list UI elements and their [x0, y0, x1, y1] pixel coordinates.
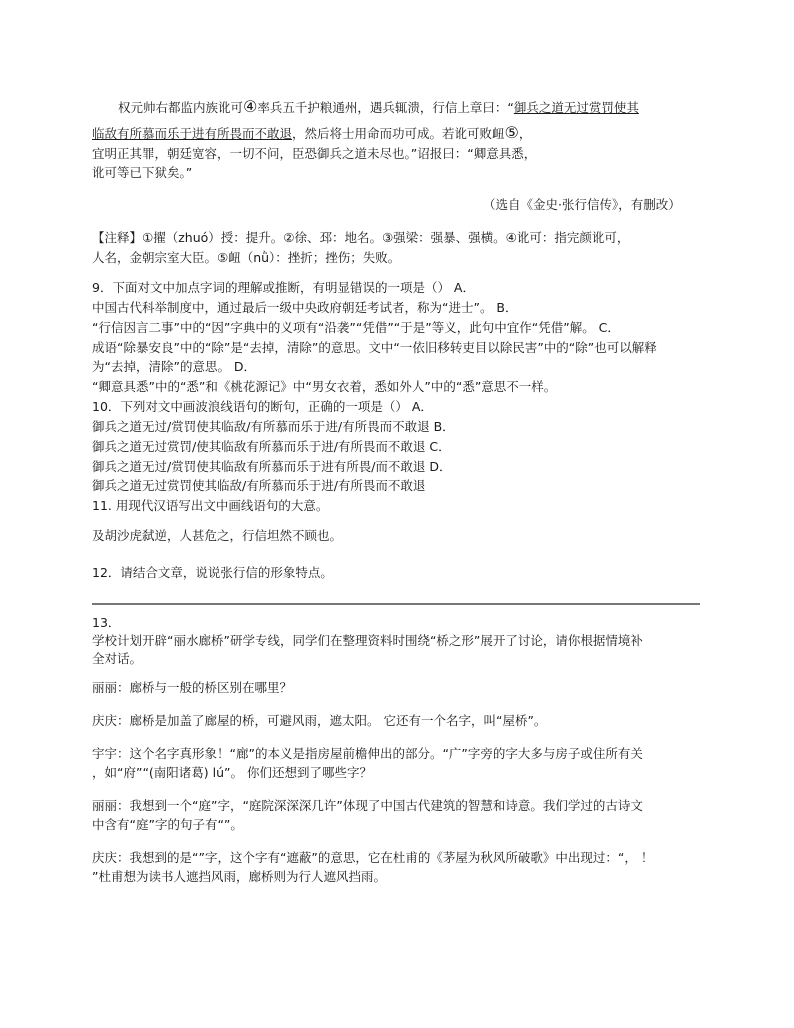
q9-option-b: “行信因言二事”中的“因”字典中的义项有“沿袭”“凭借”“于是”等义，此句中宜作“凭借”解。 C．	[92, 320, 620, 335]
underlined-sentence: 御兵之道无过赏罚使其	[513, 100, 639, 115]
q9-option-d: “卿意具悉”中的“悉”和《桃花源记》中“男女衣着，悉如外人”中的“悉”意思不一样。	[92, 379, 557, 394]
passage-text: ，	[518, 126, 532, 141]
q13-dialogue-5b: ”杜甫想为读书人遮挡风雨，廊桥则为行人遮风挡雨。	[92, 869, 386, 884]
passage-line-1	[118, 98, 639, 117]
q13-dialogue-4b: 中含有“庭”字的句子有“”。	[92, 817, 243, 832]
q10-option-c: 御兵之道无过/赏罚使其临敌有所慕而乐于进有所畏/而不敢退 D．	[92, 459, 452, 474]
q9-option-c-1: 成语“除暴安良”中的“除”是“去掉，清除”的意思。文中“一依旧移转吏目以除民害”中的“除”也可以解释	[92, 340, 657, 355]
notes-line-1: 【注释】①擢（zhuó）授：提升。②徐、邳：地名。③强梁：强暴、强横。④讹可：指完颜讹可，	[92, 230, 630, 245]
q10-option-b: 御兵之道无过赏罚/使其临敌有所慕而乐于进/有所畏而不敢退 C．	[92, 439, 451, 454]
passage-line-4: 讹可等已下狱矣。”	[92, 165, 193, 180]
passage-text: 率兵五千护粮通州，遇兵辄溃，行信上章曰：“	[257, 100, 514, 115]
q13-intro-1: 学校计划开辟“丽水廊桥”研学专线，同学们在整理资料时围绕“桥之形”展开了讨论，请你根据情境补	[92, 633, 643, 648]
note-marker-4: ④	[243, 97, 258, 116]
q10-stem: 10．下列对文中画波浪线语句的断句，正确的一项是（） A．	[92, 399, 433, 414]
notes-line-2: 人名，金朝宗室大臣。⑤衄（nǜ）：挫折；挫伤；失败。	[92, 250, 401, 265]
note-marker-5: ⑤	[504, 123, 519, 142]
q9-stem: 9．下面对文中加点字词的理解或推断，有明显错误的一项是（） A．	[92, 280, 475, 295]
q13-dialogue-1: 丽丽：廊桥与一般的桥区别在哪里？	[92, 680, 293, 695]
passage-text: 权元帅右都监内族讹可	[118, 100, 244, 115]
passage-text: ，然后将士用命而功可成。若讹可败衄	[292, 126, 505, 141]
passage-source: （选自《金史·张行信传》，有删改）	[483, 197, 681, 212]
passage-line-3: 宜明正其罪，朝廷宽容，一切不问，臣恐御兵之道未尽也。”诏报曰：“卿意具悉，	[92, 146, 537, 161]
q13-number: 13．	[92, 615, 121, 630]
underlined-sentence: 临敌有所慕而乐于进有所畏而不敢退	[92, 126, 293, 141]
q11-stem: 11. 用现代汉语写出文中画线语句的大意。	[92, 498, 329, 513]
q13-dialogue-5a: 庆庆：我想到的是“”字，这个字有“遮蔽”的意思，它在杜甫的《茅屋为秋风所破歌》中出现过：“， ！	[92, 850, 654, 865]
q10-option-d: 御兵之道无过赏罚使其临敌/有所慕而乐于进/有所畏而不敢退	[92, 478, 426, 493]
passage-line-2	[92, 124, 531, 143]
q9-option-c-2: 为“去掉，清除”的意思。 D．	[92, 359, 257, 374]
q12-stem: 12．请结合文章，说说张行信的形象特点。	[92, 565, 333, 580]
q13-dialogue-4a: 丽丽：我想到一个“庭”字，“庭院深深深几许”体现了中国古代建筑的智慧和诗意。我们学过的古诗文	[92, 798, 643, 813]
q9-option-a: 中国古代科举制度中，通过最后一级中央政府朝廷考试者，称为“进士”。 B．	[92, 300, 518, 315]
q13-dialogue-3b: ，如“府”“(南阳诸葛) lú”。 你们还想到了哪些字？	[92, 765, 372, 780]
q13-intro-2: 全对话。	[92, 651, 143, 666]
q10-option-a: 御兵之道无过/赏罚使其临敌/有所慕而乐于进/有所畏而不敢退 B．	[92, 419, 455, 434]
section-divider	[92, 603, 700, 605]
q13-dialogue-3a: 宇宇：这个名字真形象！“廊”的本义是指房屋前檐伸出的部分。“广”字旁的字大多与房子或住所有关	[92, 746, 643, 761]
q13-dialogue-2: 庆庆：廊桥是加盖了廊屋的桥，可避风雨，遮太阳。 它还有一个名字，叫“屋桥”。	[92, 713, 547, 728]
q11-sentence: 及胡沙虎弑逆，人甚危之，行信坦然不顾也。	[92, 528, 343, 543]
